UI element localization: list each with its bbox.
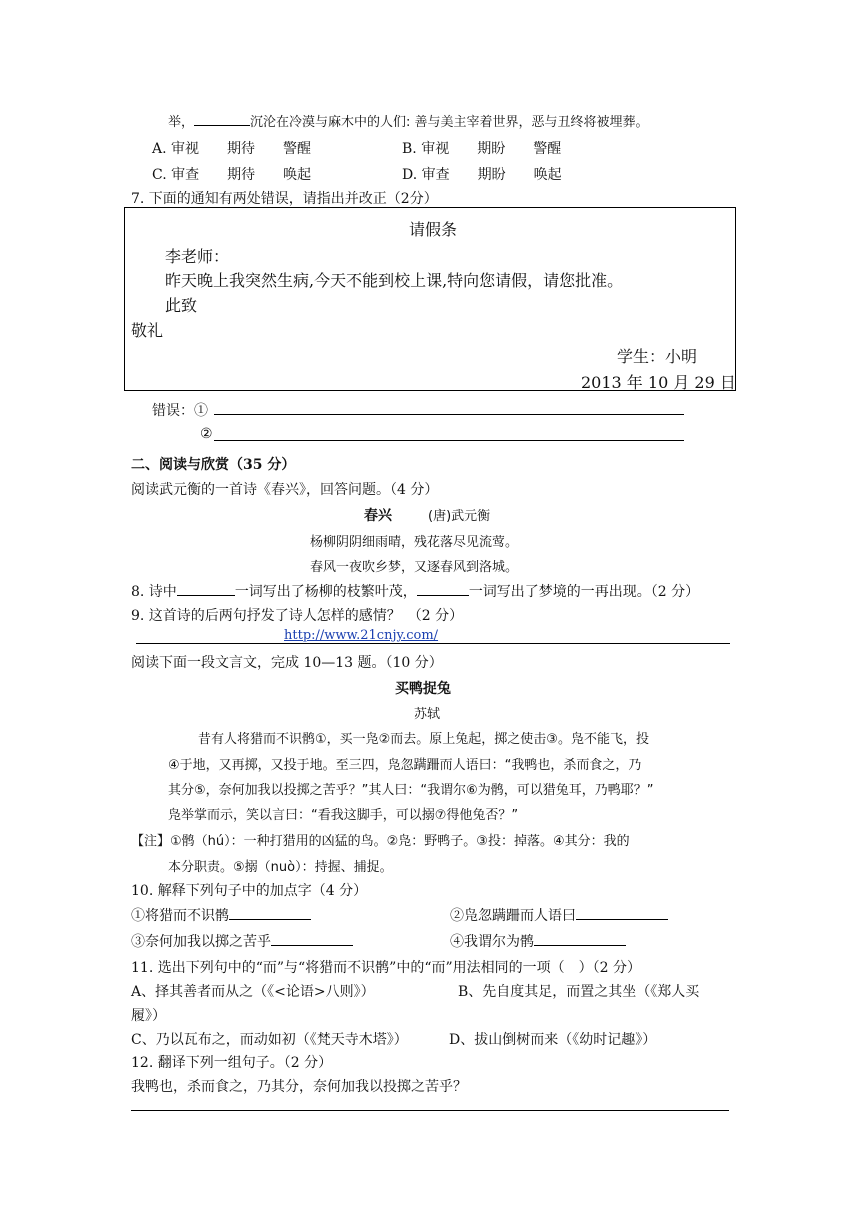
q10-item-4-text: ④我谓尔为鹘 — [450, 934, 534, 950]
q8-part-a: 8. 诗中 — [131, 584, 177, 600]
q11: 11. 选出下列句中的“而”与“将猎而不识鹘”中的“而”用法相同的一项（ ）（2 分） — [131, 960, 642, 976]
q10-item-4 — [450, 931, 626, 951]
q11-option-a: A、择其善者而从之（《<论语>八则》） — [131, 984, 375, 1000]
q10: 10. 解释下列句子中的加点字（4 分） — [131, 883, 368, 899]
prose-intro: 阅读下面一段文言文，完成 10—13 题。（10 分） — [131, 655, 443, 671]
q6-blank — [194, 113, 250, 126]
q6-option-d: D. 审查 期盼 唤起 — [402, 167, 562, 183]
error-1-line — [214, 414, 684, 415]
poem-title: 春兴 — [364, 508, 392, 524]
prose-note-2: 本分职责。⑤搦（nuò）：持握、捕捉。 — [168, 860, 393, 875]
q11-option-d: D、拔山倒树而来（《幼时记趣》） — [449, 1032, 657, 1048]
q11-option-b-cont: 履》） — [131, 1008, 166, 1024]
prose-line-1: 昔有人将猎而不识鹘①，买一凫②而去。原上兔起，掷之使击③。凫不能飞，投 — [198, 732, 649, 747]
q6-line — [168, 111, 649, 130]
error-2-line — [214, 440, 684, 441]
poem-intro: 阅读武元衡的一首诗《春兴》，回答问题。（4 分） — [131, 482, 439, 498]
q6-option-c: C. 审查 期待 唤起 — [152, 167, 312, 183]
note-salutation: 李老师： — [165, 247, 230, 266]
q8-part-b: 一词写出了杨柳的枝繁叶茂， — [234, 584, 417, 600]
q11-option-b: B、先自度其足，而置之其坐（《郑人买 — [458, 984, 700, 1000]
prose-author: 苏轼 — [414, 707, 441, 722]
q8-part-c: 一词写出了梦境的一再出现。（2 分） — [468, 584, 700, 600]
q6-line-prefix: 举， — [168, 115, 195, 130]
q8-blank-2 — [417, 583, 469, 596]
q8 — [131, 581, 699, 601]
q10-item-3-text: ③奈何加我以掷之苦乎 — [131, 934, 271, 950]
q10-item-3-blank — [271, 933, 353, 946]
errors-label: 错误：① — [152, 403, 208, 419]
prose-note-1: 【注】①鹘（hú）：一种打猎用的凶猛的鸟。②凫：野鸭子。③投：掉落。④其分：我的 — [131, 834, 630, 849]
q6-option-b: B. 审视 期盼 警醒 — [402, 141, 562, 157]
q10-item-1 — [131, 905, 311, 925]
note-closing-2: 敬礼 — [131, 321, 164, 340]
q12-answer-line — [131, 1110, 729, 1111]
prose-line-4: 凫举掌而示，笑以言曰：“看我这脚手，可以搦⑦得他兔否？” — [168, 808, 519, 823]
q8-blank-1 — [177, 583, 235, 596]
q10-item-2-text: ②凫忽蹒跚而人语曰 — [450, 908, 576, 924]
q6-option-a: A. 审视 期待 警醒 — [152, 141, 312, 157]
q9-answer-line — [136, 643, 730, 644]
error-2-label: ② — [200, 426, 213, 442]
note-date: 2013 年 10 月 29 日 — [581, 373, 736, 392]
q10-item-1-blank — [229, 907, 311, 920]
note-title: 请假条 — [409, 220, 458, 239]
q10-item-1-text: ①将猎而不识鹘 — [131, 908, 229, 924]
q12-text: 我鸭也，杀而食之，乃其分，奈何加我以投掷之苦乎？ — [131, 1079, 467, 1095]
leave-note-box — [124, 207, 736, 391]
q10-item-4-blank — [534, 933, 626, 946]
q10-item-3 — [131, 931, 353, 951]
q11-option-c: C、乃以瓦布之，而动如初（《梵天寺木塔》） — [131, 1032, 408, 1048]
poem-line-1: 杨柳阴阴细雨晴，残花落尽见流莺。 — [310, 535, 519, 550]
prose-title: 买鸭捉兔 — [395, 681, 451, 697]
q9: 9. 这首诗的后两句抒发了诗人怎样的感情？ （2 分） — [131, 608, 464, 624]
note-closing-1: 此致 — [165, 296, 198, 315]
poem-author: (唐)武元衡 — [428, 509, 491, 524]
source-link[interactable]: http://www.21cnjy.com/ — [284, 628, 439, 643]
q6-line-rest: 沉沦在冷漠与麻木中的人们: 善与美主宰着世界，恶与丑终将被埋葬。 — [250, 115, 649, 130]
prose-line-2: ④于地，又再掷，又投于地。至三四，凫忽蹒跚而人语曰：“我鸭也，杀而食之，乃 — [168, 758, 642, 773]
section-2-heading: 二、阅读与欣赏（35 分） — [131, 457, 296, 473]
q7-question: 7. 下面的通知有两处错误，请指出并改正（2分） — [131, 191, 438, 207]
q12: 12. 翻译下列一组句子。（2 分） — [131, 1055, 333, 1071]
poem-line-2: 春风一夜吹乡梦，又逐春风到洛城。 — [310, 560, 519, 575]
note-signature: 学生：小明 — [617, 347, 698, 366]
prose-line-3: 其分⑤，奈何加我以投掷之苦乎？”其人曰：“我谓尔⑥为鹘，可以猎兔耳，乃鸭耶？” — [168, 783, 654, 798]
q10-item-2-blank — [576, 907, 668, 920]
note-body: 昨天晚上我突然生病,今天不能到校上课,特向您请假，请您批准。 — [165, 271, 624, 290]
q10-item-2 — [450, 905, 668, 925]
